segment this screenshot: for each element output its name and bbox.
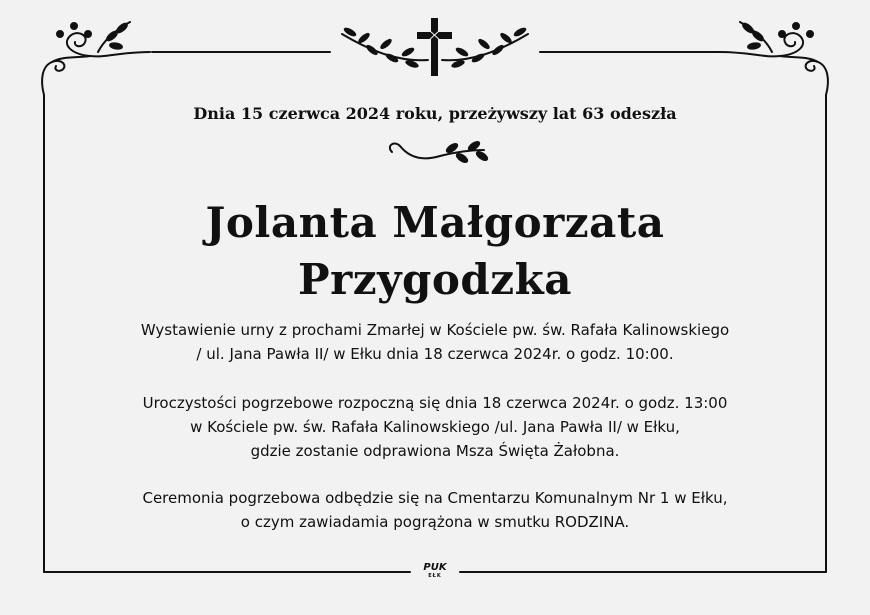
urn-exposition-paragraph	[0, 318, 870, 366]
deceased-name-line1: Jolanta Małgorzata	[205, 198, 665, 247]
logo-main-text: PUK	[423, 562, 447, 573]
text-line: w Kościele pw. św. Rafała Kalinowskiego /ul. Jana Pawła II/ w Ełku,	[190, 418, 680, 436]
floral-flourish-icon-right	[720, 22, 828, 95]
text-line: Ceremonia pogrzebowa odbędzie się na Cmentarzu Komunalnym Nr 1 w Ełku,	[142, 489, 728, 507]
vine-ornament-icon	[390, 140, 489, 163]
text-line: Uroczystości pogrzebowe rozpoczną się dnia 18 czerwca 2024r. o godz. 13:00	[142, 394, 728, 412]
burial-paragraph	[0, 486, 870, 534]
text-line: gdzie zostanie odprawiona Msza Święta Żałobna.	[250, 442, 620, 460]
text-line: Wystawienie urny z prochami Zmarłej w Kościele pw. św. Rafała Kalinowskiego	[140, 321, 730, 339]
text-line: o czym zawiadamia pogrążona w smutku RODZINA.	[240, 513, 630, 531]
logo-sub-text: EŁK	[428, 573, 442, 579]
deceased-name-line2: Przygodzka	[298, 255, 572, 304]
text-line: / ul. Jana Pawła II/ w Ełku dnia 18 czerwca 2024r. o godz. 10:00.	[196, 345, 674, 363]
floral-flourish-icon-left	[42, 22, 150, 95]
death-date-line: Dnia 15 czerwca 2024 roku, przeżywszy lat 63 odeszła	[193, 104, 677, 123]
puk-logo	[417, 562, 453, 579]
cross-with-laurel-icon	[342, 18, 528, 76]
funeral-ceremony-paragraph	[0, 391, 870, 463]
